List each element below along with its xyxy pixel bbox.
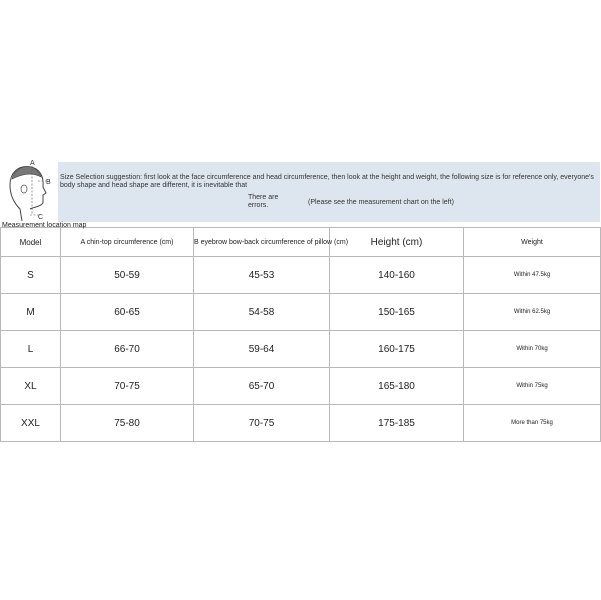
cell-brow: 54-58	[194, 294, 330, 331]
marker-c: C	[38, 214, 44, 221]
cell-chin: 60-65	[61, 294, 194, 331]
cell-model: M	[1, 294, 61, 331]
cell-weight: Within 75kg	[464, 368, 601, 405]
cell-chin: 66-70	[61, 331, 194, 368]
table-row	[1, 294, 601, 331]
cell-weight: More than 75kg	[464, 405, 601, 442]
cell-weight: Within 62.5kg	[464, 294, 601, 331]
note-text: Size Selection suggestion: first look at the face circumference and head circumference, then look at the height and weight, the following size is for reference only, everyone's body shape and head shape are different, it is inevitable that	[60, 174, 594, 189]
cell-height: 150-165	[330, 294, 464, 331]
cell-brow: 45-53	[194, 257, 330, 294]
size-note	[58, 162, 600, 222]
cell-model: S	[1, 257, 61, 294]
figure-caption: Measurement location map	[2, 222, 87, 229]
cell-model: XXL	[1, 405, 61, 442]
cell-model: XL	[1, 368, 61, 405]
header-chin: A chin-top circumference (cm)	[61, 228, 194, 257]
cell-weight: Within 47.5kg	[464, 257, 601, 294]
note-errors: There are errors.	[248, 194, 279, 209]
note-see: (Please see the measurement chart on the left)	[308, 199, 454, 206]
header-height: Height (cm)	[330, 228, 464, 257]
table-row	[1, 331, 601, 368]
header-weight: Weight	[464, 228, 601, 257]
table-row	[1, 257, 601, 294]
header-brow: B eyebrow bow-back circumference of pillow (cm)	[194, 228, 330, 257]
cell-brow: 65-70	[194, 368, 330, 405]
marker-b: B	[46, 179, 51, 186]
table-row	[1, 405, 601, 442]
cell-height: 160-175	[330, 331, 464, 368]
cell-brow: 59-64	[194, 331, 330, 368]
cell-height: 165-180	[330, 368, 464, 405]
cell-chin: 70-75	[61, 368, 194, 405]
cell-chin: 75-80	[61, 405, 194, 442]
cell-height: 175-185	[330, 405, 464, 442]
head-outline-icon	[0, 155, 58, 227]
measurement-figure	[0, 155, 58, 227]
table-header-row	[1, 228, 601, 257]
cell-height: 140-160	[330, 257, 464, 294]
cell-brow: 70-75	[194, 405, 330, 442]
size-chart	[0, 155, 600, 441]
size-table	[0, 227, 601, 442]
cell-weight: Within 70kg	[464, 331, 601, 368]
cell-chin: 50-59	[61, 257, 194, 294]
table-row	[1, 368, 601, 405]
cell-model: L	[1, 331, 61, 368]
header-model: Model	[1, 228, 61, 257]
marker-a: A	[30, 160, 35, 167]
